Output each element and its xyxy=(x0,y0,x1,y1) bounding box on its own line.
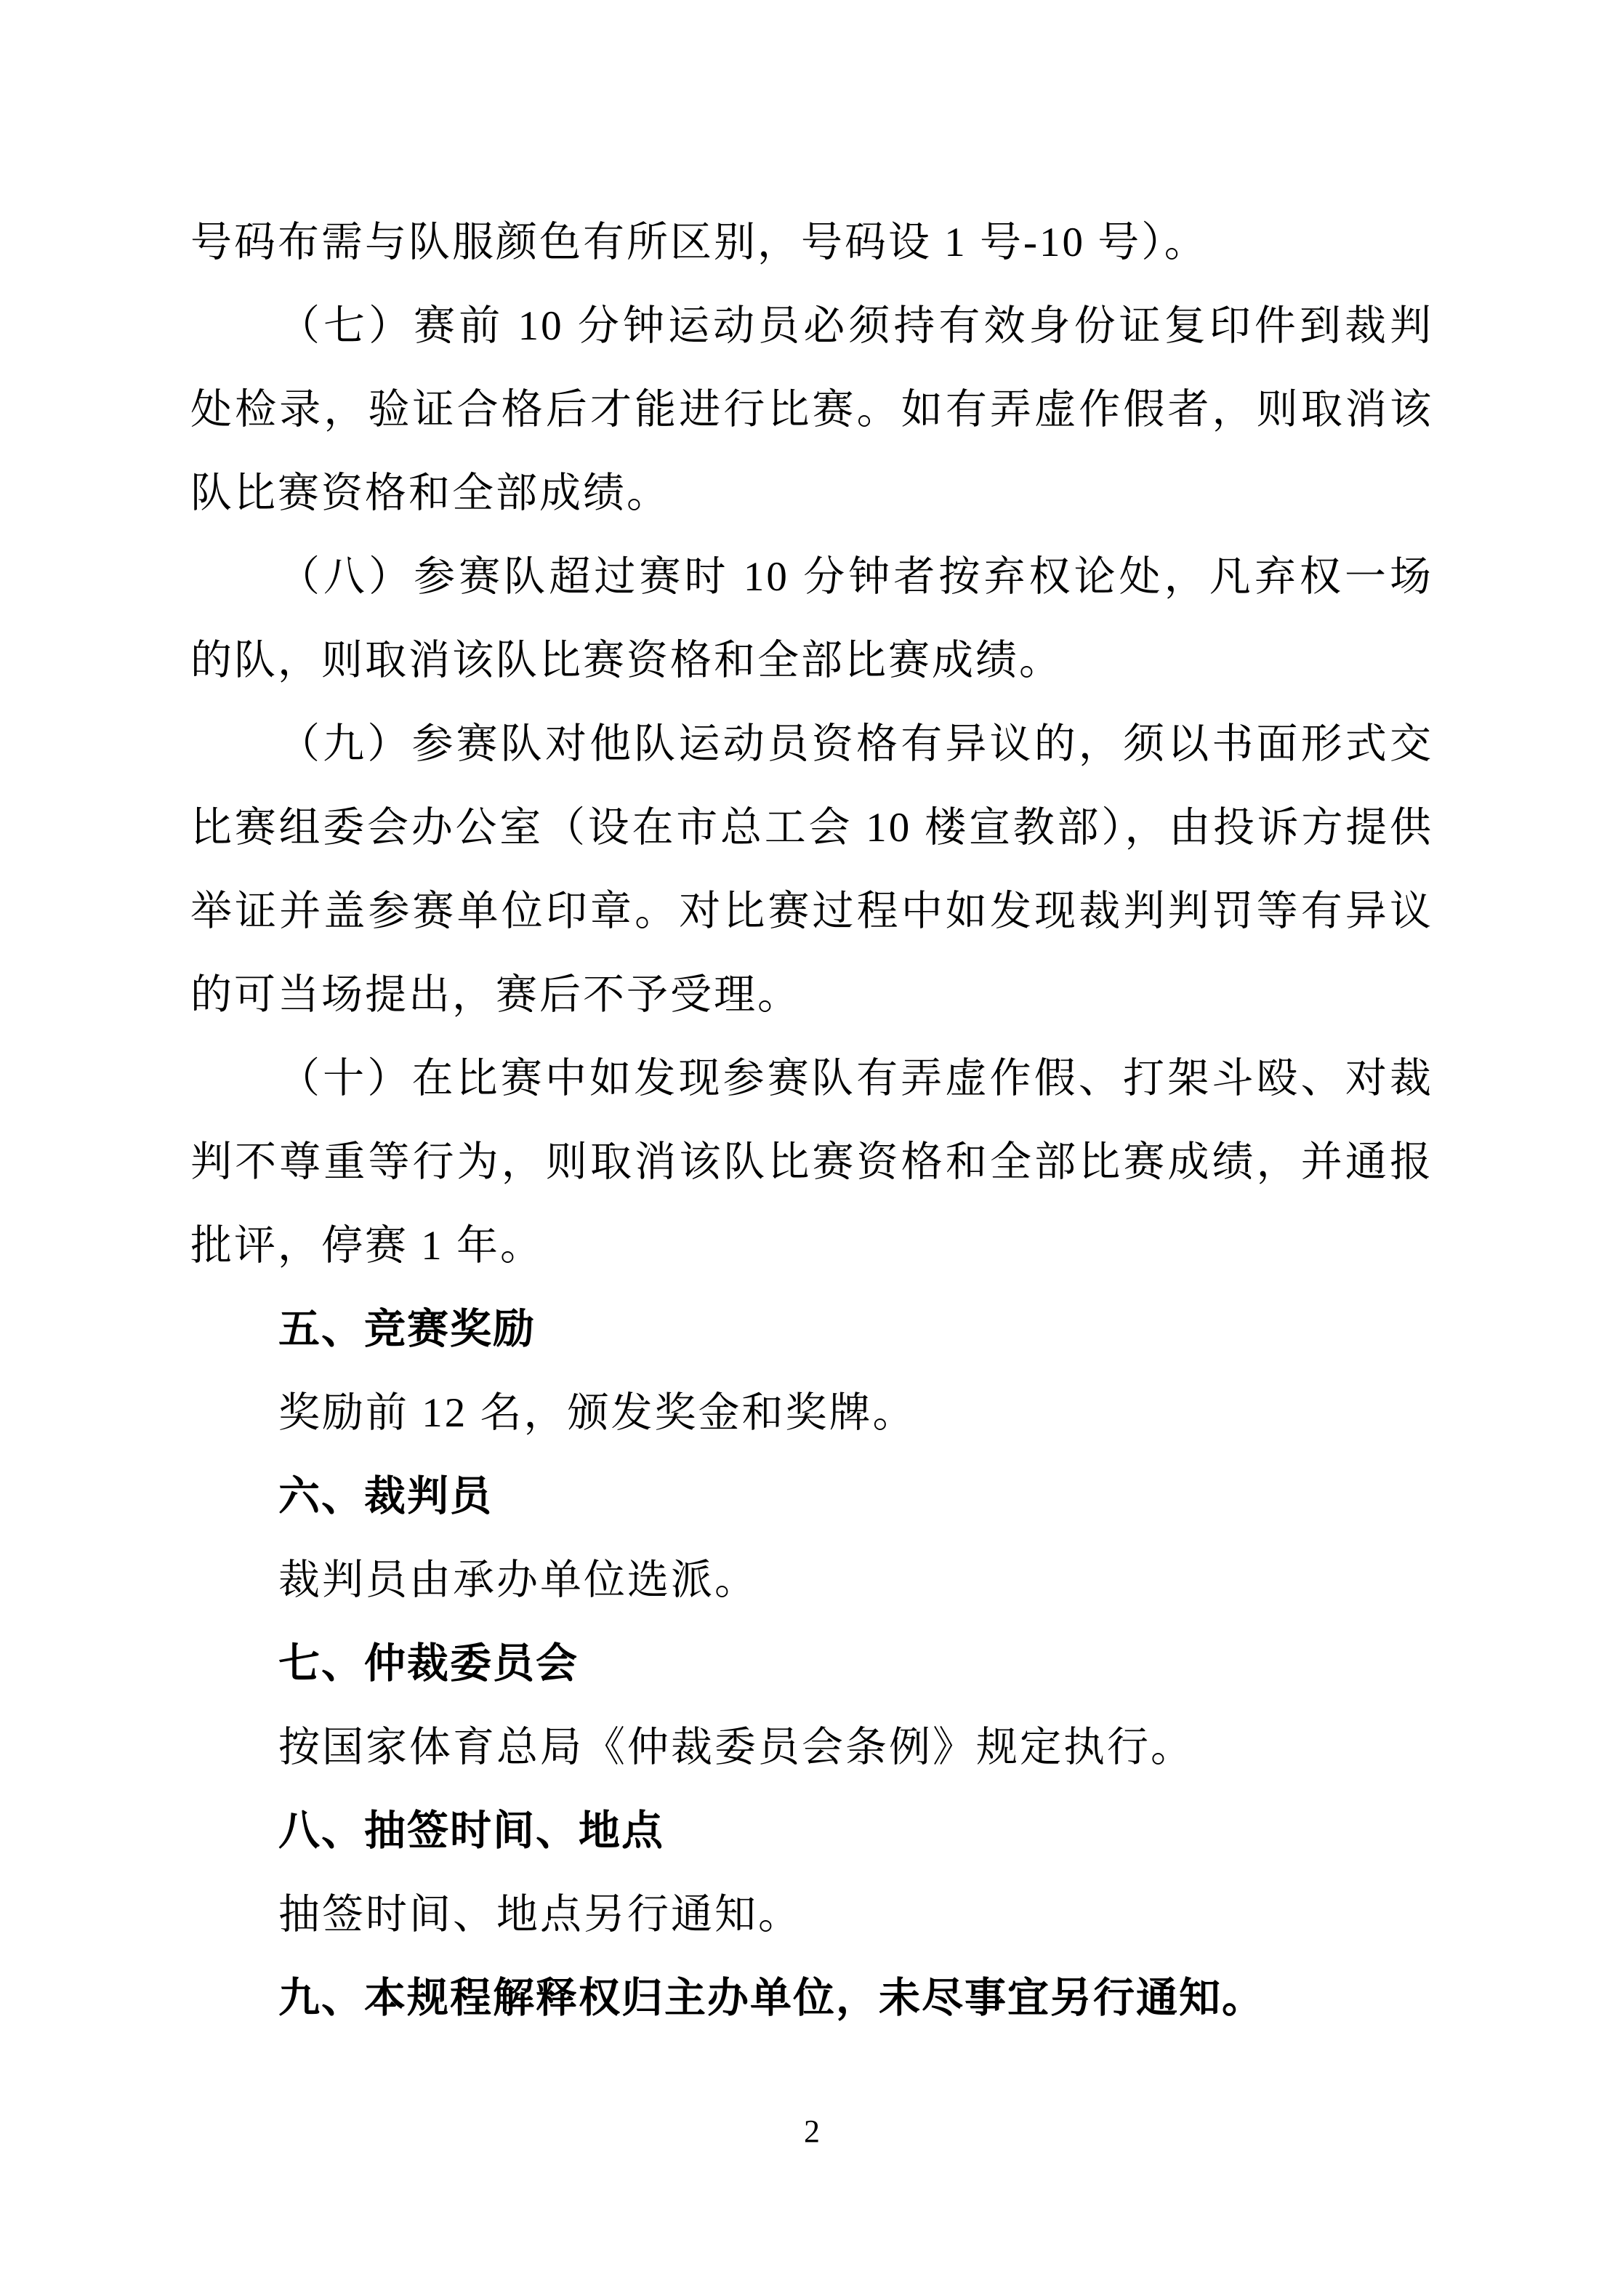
body-paragraph: （十）在比赛中如发现参赛队有弄虚作假、打架斗殴、对裁判不尊重等行为，则取消该队比赛资格和全部比赛成绩，并通报批评，停赛 1 年。 xyxy=(190,1056,1433,1269)
body-paragraph: （九）参赛队对他队运动员资格有异议的，须以书面形式交比赛组委会办公室（设在市总工会 10 楼宣教部），由投诉方提供举证并盖参赛单位印章。对比赛过程中如发现裁判判罚等有异议的可当场提出，赛后不予受理。 xyxy=(190,721,1433,1018)
page-number: 2 xyxy=(804,2114,820,2149)
body-paragraph: 按国家体育总局《仲裁委员会条例》规定执行。 xyxy=(278,1725,1194,1770)
body-paragraph: 裁判员由承办单位选派。 xyxy=(278,1557,758,1603)
body-paragraph: （八）参赛队超过赛时 10 分钟者按弃权论处，凡弃权一场的队，则取消该队比赛资格和全部比赛成绩。 xyxy=(190,554,1433,683)
body-paragraph: 号码布需与队服颜色有所区别，号码设 1 号-10 号）。 xyxy=(190,220,1208,265)
section-heading: 五、竞赛奖励 xyxy=(278,1306,536,1352)
body-paragraph: 奖励前 12 名，颁发奖金和奖牌。 xyxy=(278,1390,917,1436)
body-paragraph: 抽签时间、地点另行通知。 xyxy=(278,1892,802,1938)
page-footer xyxy=(190,2110,1433,2153)
body-paragraph: （七）赛前 10 分钟运动员必须持有效身份证复印件到裁判处检录，验证合格后才能进行比赛。如有弄虚作假者，则取消该队比赛资格和全部成绩。 xyxy=(190,303,1433,516)
section-heading: 八、抽签时间、地点 xyxy=(278,1807,664,1854)
section-heading: 九、本规程解释权归主办单位，未尽事宜另行通知。 xyxy=(278,1975,1265,2021)
section-heading: 六、裁判员 xyxy=(278,1473,493,1520)
section-heading: 七、仲裁委员会 xyxy=(278,1640,579,1687)
document-body xyxy=(190,201,1433,2040)
